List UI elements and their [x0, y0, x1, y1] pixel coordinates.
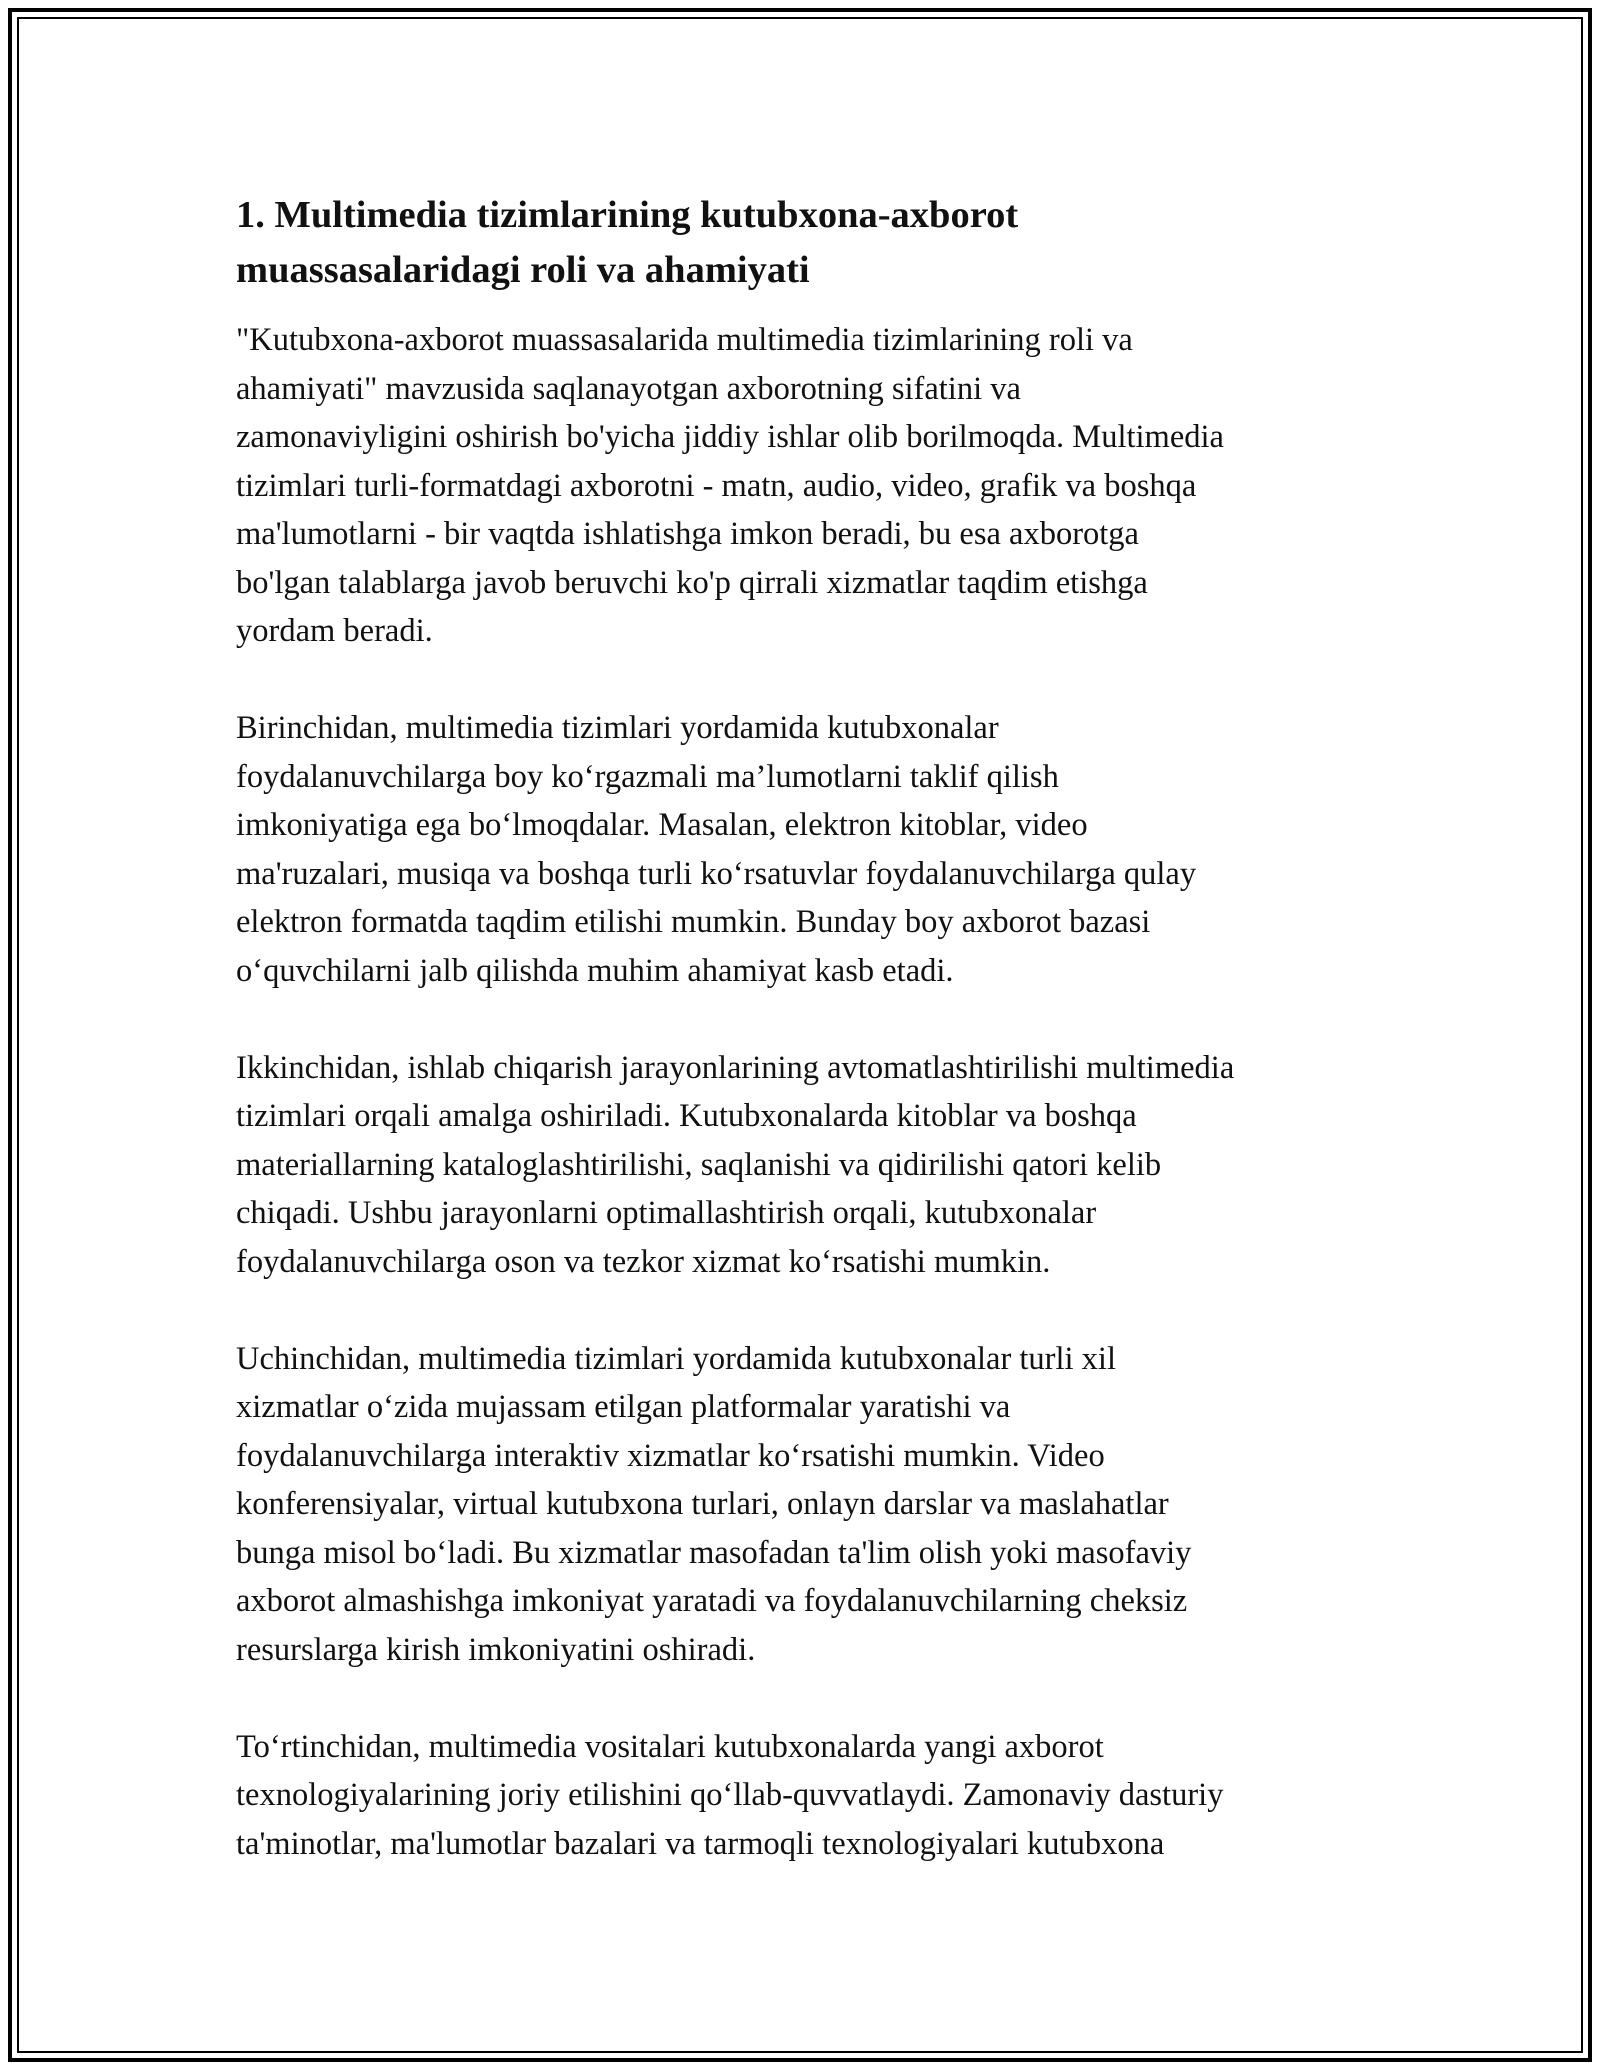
paragraph-intro: "Kutubxona-axborot muassasalarida multimedia tizimlarining roli va ahamiyati" mavzusida saqlanayotgan axborotning sifatini va zamonaviyligini oshirish bo'yicha jiddiy ishlar olib borilmoqda. Multimedia tizimlari turli-formatdagi axborotni - matn, audio, video, grafik va boshqa ma'lumotlarni - bir vaqtda ishlatishga imkon beradi, bu esa axborotga bo'lgan talablarga javob beruvchi ko'p qirrali xizmatlar taqdim etishga yordam beradi. [236, 322, 1224, 649]
section-heading: 1. Multimedia tizimlarining kutubxona-axborot muassasalaridagi roli va ahamiyati [236, 194, 1019, 291]
paragraph-first-point: Birinchidan, multimedia tizimlari yordamida kutubxonalar foydalanuvchilarga boy ko‘rgazmali ma’lumotlarni taklif qilish imkoniyatiga ega bo‘lmoqdalar. Masalan, elektron kitoblar, video ma'ruzalari, musiqa va boshqa turli ko‘rsatuvlar foydalanuvchilarga qulay elektron formatda taqdim etilishi mumkin. Bunday boy axborot bazasi o‘quvchilarni jalb qilishda muhim ahamiyat kasb etadi. [236, 710, 1197, 989]
paragraph-fourth-point: To‘rtinchidan, multimedia vositalari kutubxonalarda yangi axborot texnologiyalarining joriy etilishini qo‘llab-quvvatlaydi. Zamonaviy dasturiy ta'minotlar, ma'lumotlar bazalari va tarmoqli texnologiyalari kutubxona [236, 1728, 1224, 1862]
paragraph-second-point: Ikkinchidan, ishlab chiqarish jarayonlarining avtomatlashtirilishi multimedia tizimlari orqali amalga oshiriladi. Kutubxonalarda kitoblar va boshqa materiallarning kataloglashtirilishi, saqlanishi va qidirilishi qatori kelib chiqadi. Ushbu jarayonlarni optimallashtirish orqali, kutubxonalar foydalanuvchilarga oson va tezkor xizmat ko‘rsatishi mumkin. [236, 1049, 1235, 1280]
paragraph-third-point: Uchinchidan, multimedia tizimlari yordamida kutubxonalar turli xil xizmatlar o‘zida mujassam etilgan platformalar yaratishi va foydalanuvchilarga interaktiv xizmatlar ko‘rsatishi mumkin. Video konferensiyalar, virtual kutubxona turlari, onlayn darslar va maslahatlar bunga misol bo‘ladi. Bu xizmatlar masofadan ta'lim olish yoki masofaviy axborot almashishga imkoniyat yaratadi va foydalanuvchilarning cheksiz resurslarga kirish imkoniyatini oshiradi. [236, 1340, 1192, 1668]
document-content [236, 188, 1376, 1868]
